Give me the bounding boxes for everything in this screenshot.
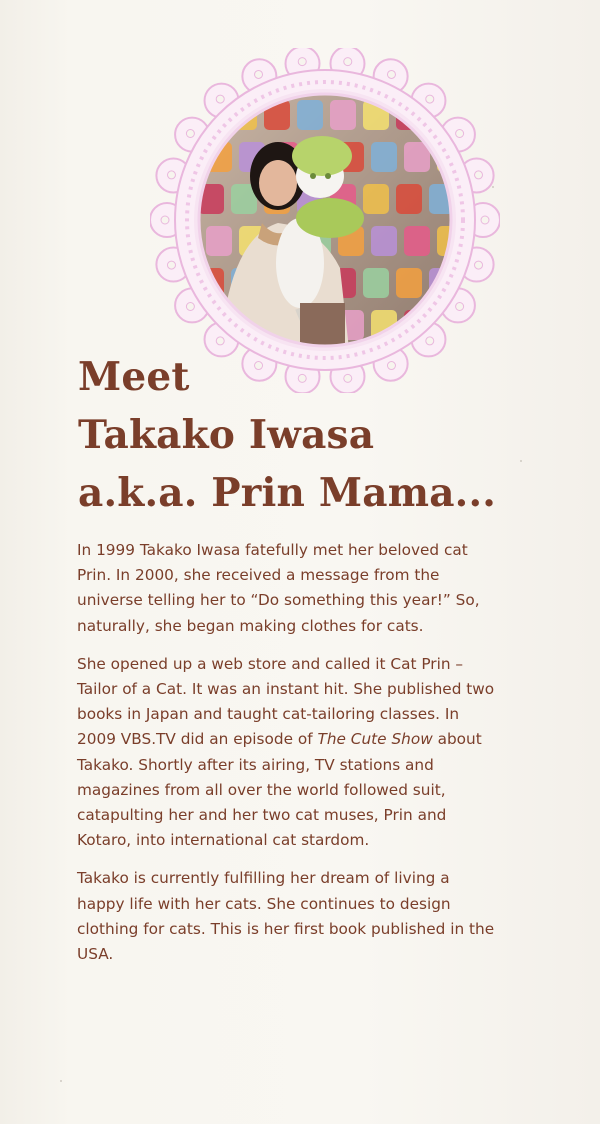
lace-hole [475, 171, 483, 179]
cat-outfit [330, 100, 356, 130]
lace-hole [426, 337, 434, 345]
photo-frame [150, 48, 500, 393]
title-line-2: Takako Iwasa [78, 412, 375, 458]
lace-hole [216, 95, 224, 103]
cat-outfit [404, 226, 430, 256]
cat-outfit [206, 226, 232, 256]
lace-hole [456, 129, 464, 137]
lace-hole [298, 58, 306, 66]
cat-outfit [363, 268, 389, 298]
cat-outfit [371, 226, 397, 256]
lace-hole [456, 303, 464, 311]
cat-outfit [396, 184, 422, 214]
lace-hole [426, 95, 434, 103]
paper-speck [492, 186, 494, 188]
show-title: The Cute Show [317, 730, 433, 749]
lace-hole [167, 261, 175, 269]
paragraph-2-start: She opened up a web store and called it Cat Prin – Tailor of a Cat. It was an instant hit. She published two books in Japan and taught cat-tailoring classes. In 2009 VBS.TV did an episode of [77, 654, 495, 749]
lace-hole [475, 261, 483, 269]
paragraph-2-end: about Takako. Shortly after its airing, TV stations and magazines from all over the world followed suit, catapulting her and her two cat muses, Prin and Kotaro, into international cat stardom. [77, 730, 482, 850]
paper-speck [60, 1080, 62, 1082]
paragraph-2 [77, 652, 497, 854]
cat-outfit [371, 142, 397, 172]
lace-hole [344, 58, 352, 66]
lace-hole [481, 216, 489, 224]
title-line-1: Meet [78, 354, 190, 400]
lace-hole [186, 303, 194, 311]
lace-hole [186, 129, 194, 137]
paragraph-3: Takako is currently fulfilling her dream of living a happy life with her cats. She continues to design clothing for cats. This is her first book published in the USA. [77, 869, 495, 964]
lace-hole [161, 216, 169, 224]
paper-speck [520, 460, 522, 462]
lace-hole [167, 171, 175, 179]
paragraph-1: In 1999 Takako Iwasa fatefully met her beloved cat Prin. In 2000, she received a message from the universe telling her to “Do something this year!” So, naturally, she began making clothes for cats. [77, 541, 480, 635]
cat-outfit [363, 184, 389, 214]
cat-outfit [297, 100, 323, 130]
title-line-3: a.k.a. Prin Mama... [78, 470, 497, 516]
lace-doily-frame-icon [150, 48, 500, 393]
lace-hole [387, 70, 395, 78]
bio-text [77, 538, 497, 980]
page-title [78, 348, 496, 522]
lace-hole [216, 337, 224, 345]
cat-outfit [396, 268, 422, 298]
lace-hole [255, 70, 263, 78]
